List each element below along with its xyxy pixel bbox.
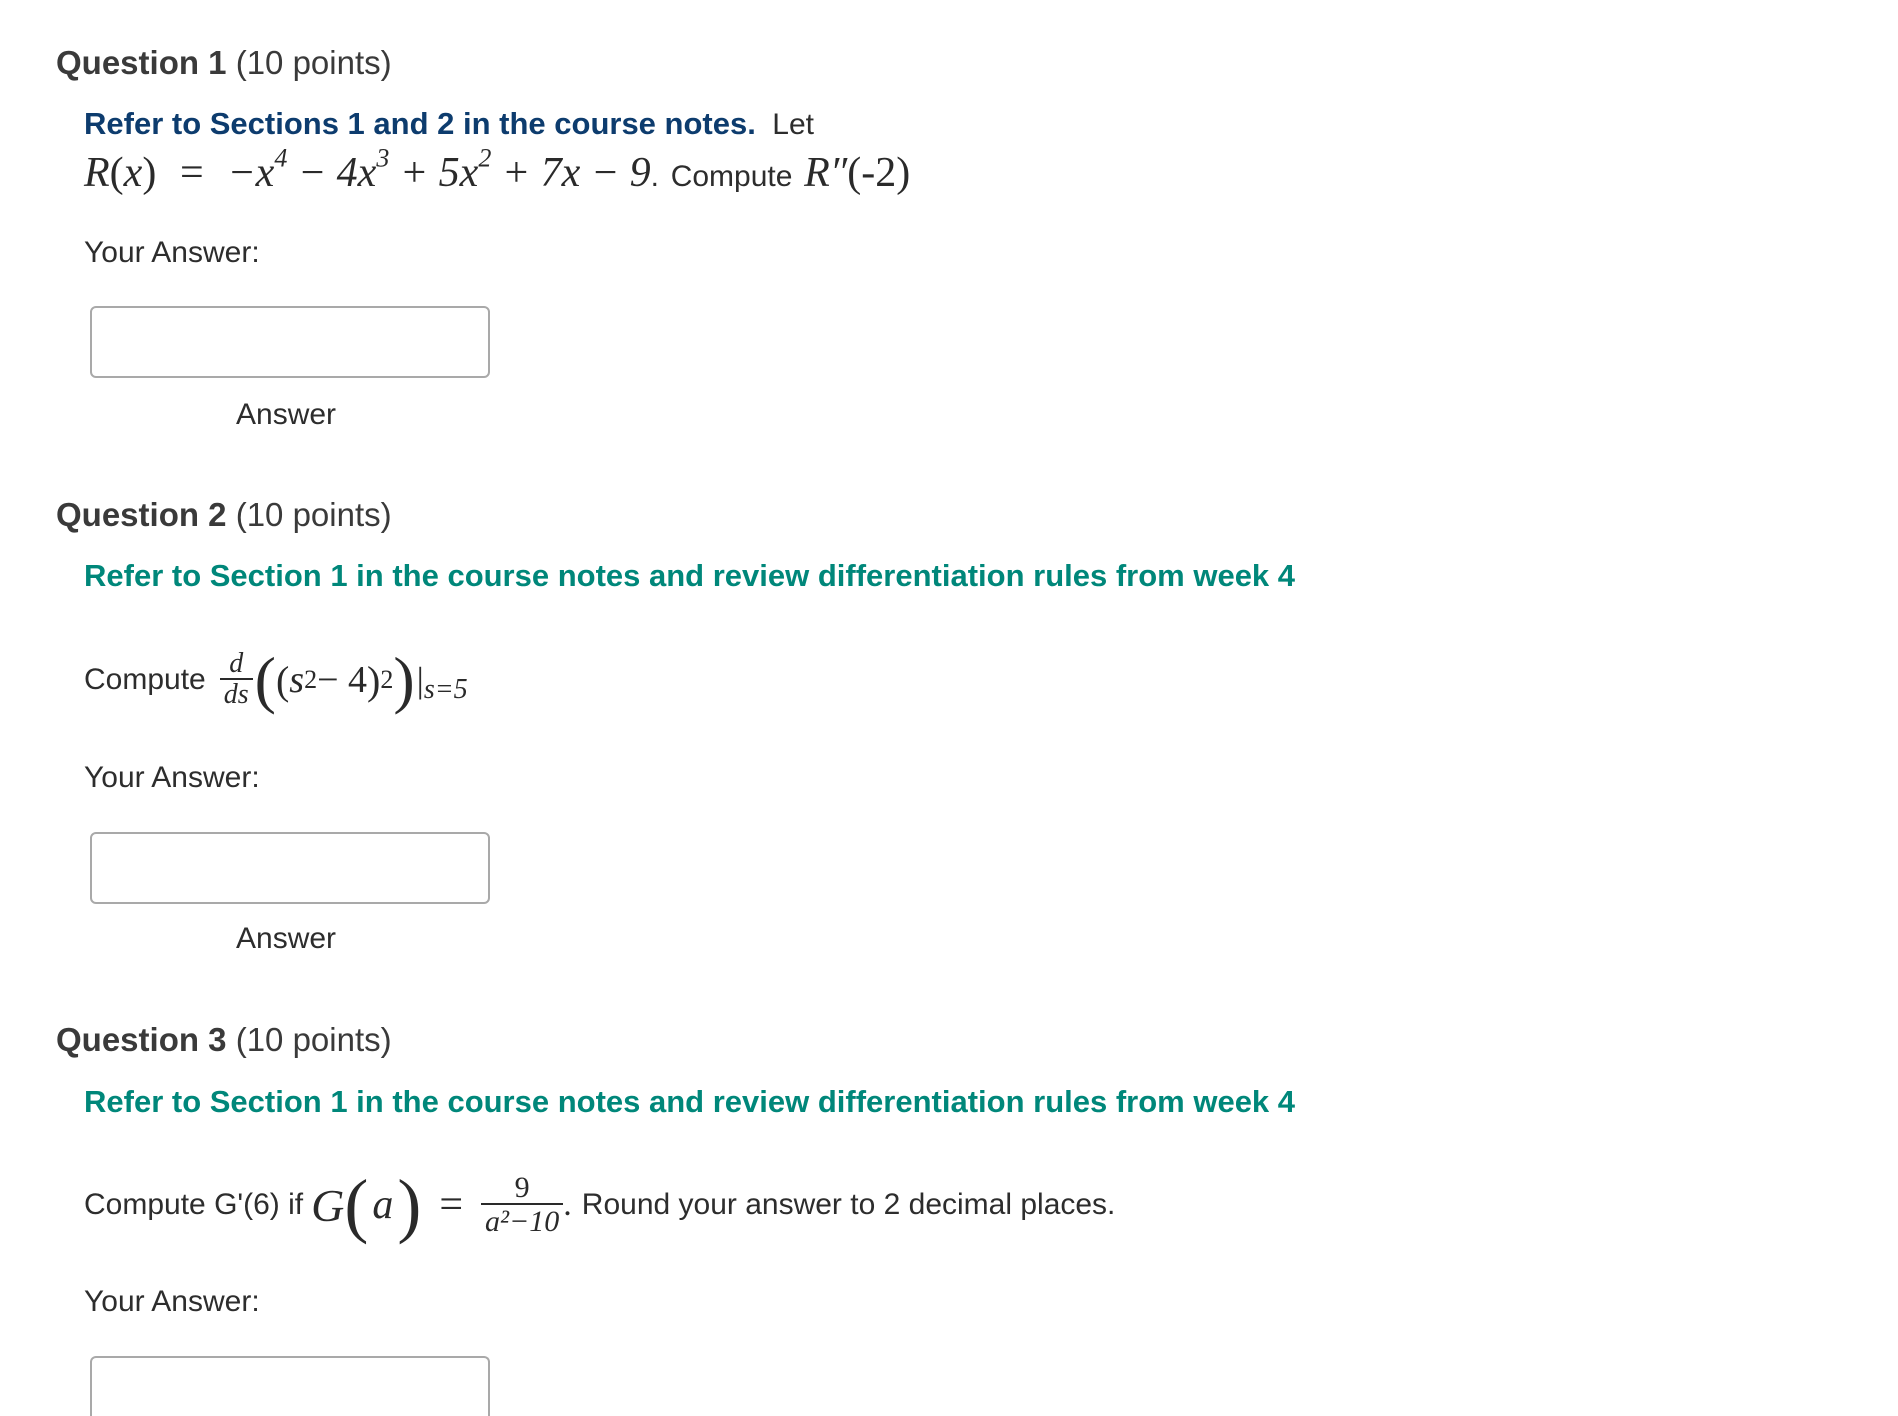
function-lhs: R(x)	[84, 150, 157, 196]
question-1-title	[56, 44, 392, 82]
question-points: (10 points)	[235, 1021, 392, 1058]
d-ds-fraction: $\frac{d}{ds}$	[220, 649, 253, 711]
reference-text: Refer to Sections 1 and 2 in the course notes.	[84, 106, 756, 141]
question-2-title	[56, 496, 392, 534]
answer-button[interactable]: Answer	[236, 922, 337, 955]
question-1-math	[84, 143, 911, 197]
polynomial-expression: $-x^4 - 4x^3 + 5x^2 + 7x - 9$	[227, 143, 651, 196]
answer-input[interactable]	[90, 1356, 490, 1416]
question-3-reference: Refer to Section 1 in the course notes and review differentiation rules from week 4	[84, 1084, 1296, 1119]
your-answer-label: Your Answer:	[84, 236, 260, 269]
compute-label: Compute G'(6) if	[84, 1188, 304, 1221]
your-answer-label: Your Answer:	[84, 1285, 260, 1318]
question-points: (10 points)	[235, 496, 392, 533]
rounding-instruction: Round your answer to 2 decimal places.	[581, 1188, 1116, 1221]
question-3-title	[56, 1021, 392, 1059]
second-derivative-symbol: R″	[804, 150, 848, 196]
question-title: Question 3	[56, 1021, 227, 1058]
let-label: Let	[772, 108, 814, 141]
question-2-reference: Refer to Section 1 in the course notes and review differentiation rules from week 4	[84, 558, 1296, 593]
period: .	[650, 160, 660, 193]
answer-input[interactable]	[90, 832, 490, 904]
question-title: Question 2	[56, 496, 227, 533]
answer-input[interactable]	[90, 306, 490, 378]
compute-label: Compute	[670, 160, 793, 193]
question-2-math-line	[84, 640, 468, 720]
derivative-expression: $\frac{d}{ds}$ ( ( s 2 − 4 ) 2 ) | s=5	[220, 643, 468, 717]
compute-label: Compute	[84, 663, 206, 696]
function-definition: G ( a ) = $\frac{9}{\text{a²−10}}$ .	[311, 1164, 572, 1245]
derivative-argument: (-2)	[847, 150, 911, 196]
evaluation-point: s=5	[423, 674, 468, 705]
your-answer-label: Your Answer:	[84, 761, 260, 794]
question-3-math-line	[84, 1160, 1115, 1250]
equals-sign: =	[179, 150, 204, 196]
fraction: $\frac{9}{\text{a²−10}}$	[481, 1172, 563, 1239]
question-points: (10 points)	[235, 44, 392, 81]
question-title: Question 1	[56, 44, 227, 81]
answer-button[interactable]: Answer	[236, 398, 337, 431]
question-1-reference-line	[84, 106, 814, 142]
